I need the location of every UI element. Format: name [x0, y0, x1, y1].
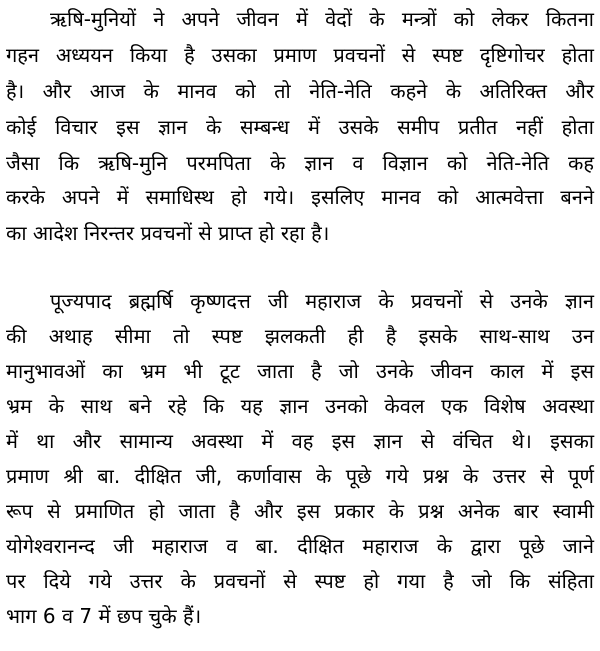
text-line: ऋषि-मुनियों ने अपने जीवन में वेदों के मन्त्रों को लेकर कितना — [50, 7, 594, 31]
text-line: जैसा कि ऋषि-मुनि परमपिता के ज्ञान व विज्ञान को नेति-नेति कह — [6, 151, 594, 175]
text-line: का आदेश निरन्तर प्रवचनों से प्राप्त हो रहा है। — [6, 221, 330, 245]
text-line: रूप से प्रमाणित हो जाता है और इस प्रकार के प्रश्न अनेक बार स्वामी — [6, 499, 594, 523]
text-line: करके अपने में समाधिस्थ हो गये। इसलिए मानव को आत्मवेत्ता बनने — [6, 185, 594, 209]
text-line: प्रमाण श्री बा. दीक्षित जी, कर्णावास के पूछे गये प्रश्न के उत्तर से पूर्ण — [6, 464, 594, 488]
text-line: भाग 6 व 7 में छप चुके हैं। — [6, 604, 202, 628]
text-line: गहन अध्ययन किया है उसका प्रमाण प्रवचनों से स्पष्ट दृष्टिगोचर होता — [6, 43, 594, 67]
text-line: कोई विचार इस ज्ञान के सम्बन्ध में उसके समीप प्रतीत नहीं होता — [6, 115, 594, 139]
text-line: पर दिये गये उत्तर के प्रवचनों से स्पष्ट हो गया है जो कि संहिता — [6, 569, 594, 593]
text-line: है। और आज के मानव को तो नेति-नेति कहने के अतिरिक्त और — [6, 79, 594, 103]
text-line: भ्रम के साथ बने रहे कि यह ज्ञान उनको केवल एक विशेष अवस्था — [6, 394, 594, 418]
text-line: योगेश्वरानन्द जी महाराज व बा. दीक्षित महाराज के द्वारा पूछे जाने — [6, 534, 594, 558]
text-line: मानुभावओं का भ्रम भी टूट जाता है जो उनके जीवन काल में इस — [6, 359, 594, 383]
text-line: में था और सामान्य अवस्था में वह इस ज्ञान से वंचित थे। इसका — [6, 429, 594, 453]
text-line: की अथाह सीमा तो स्पष्ट झलकती ही है इसके साथ-साथ उन — [6, 324, 594, 348]
text-line: पूज्यपाद ब्रह्मर्षि कृष्णदत्त जी महाराज के प्रवचनों से उनके ज्ञान — [50, 289, 594, 313]
